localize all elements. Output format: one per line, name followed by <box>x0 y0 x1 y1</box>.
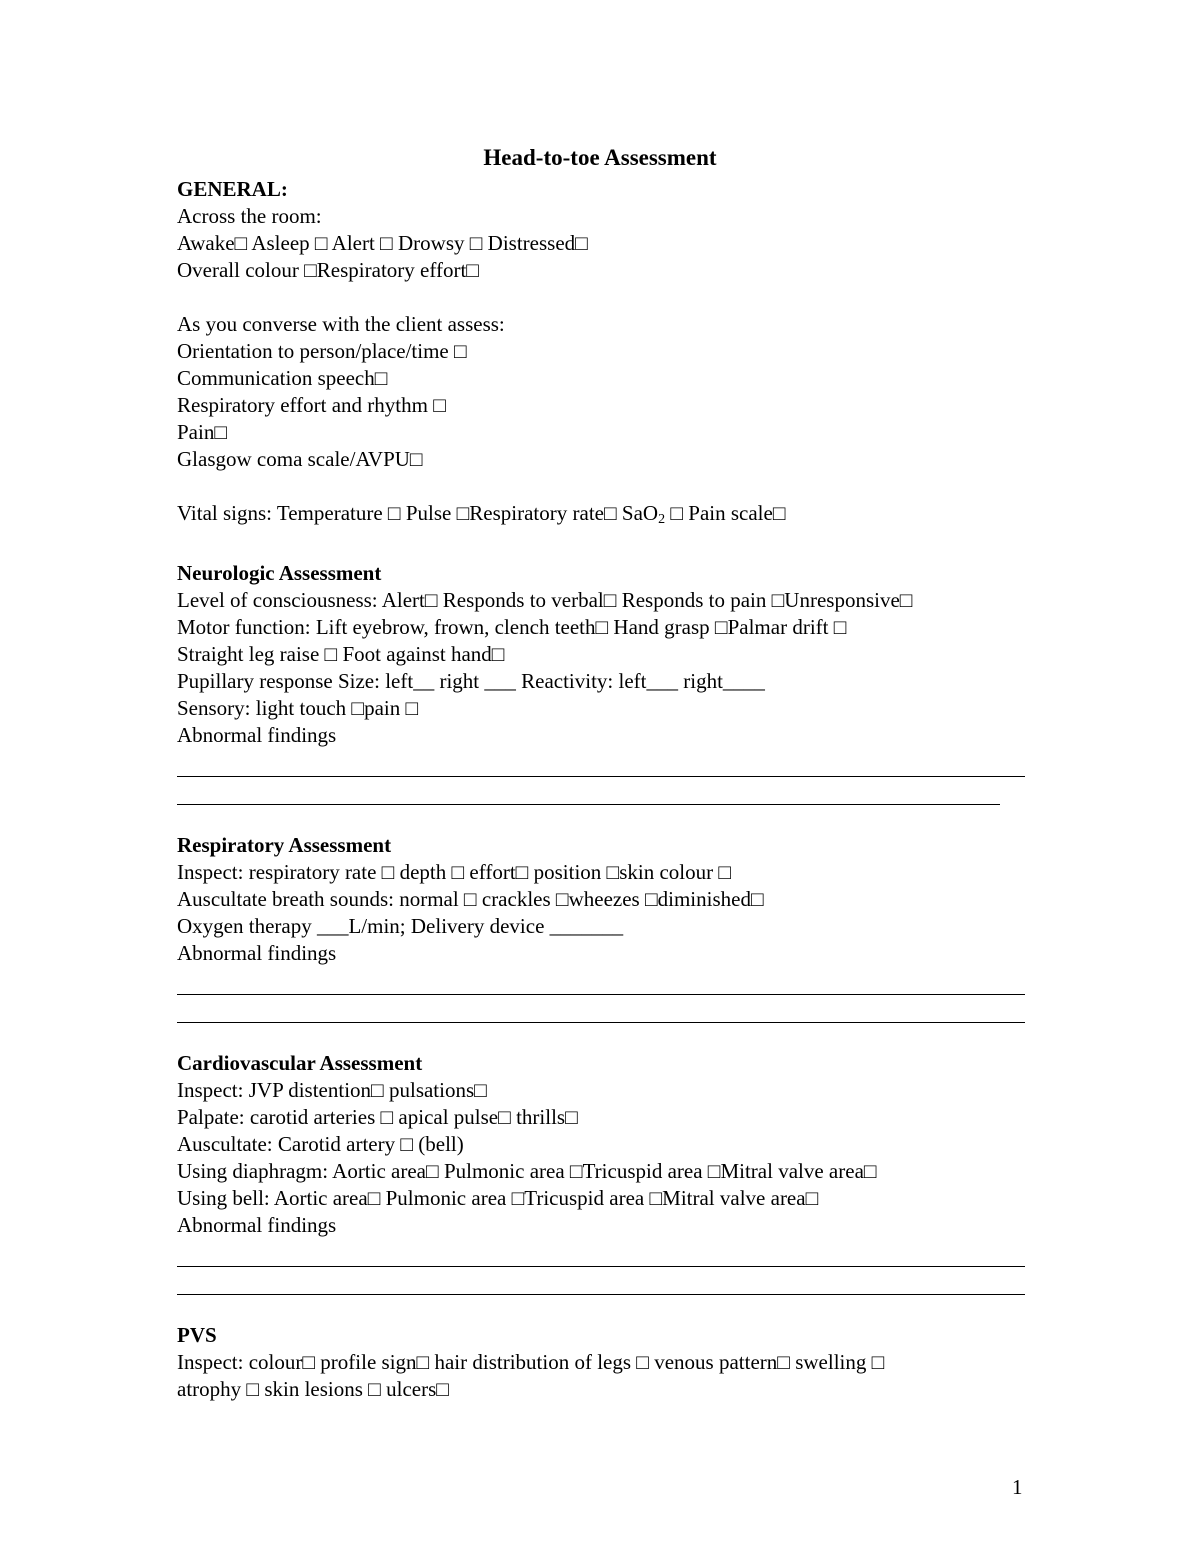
spacer <box>177 473 1027 500</box>
respiratory-line: Oxygen therapy ___L/min; Delivery device _______ <box>177 914 624 938</box>
cardiovascular-line: Auscultate: Carotid artery □ (bell) <box>177 1132 464 1156</box>
pvs-line: atrophy □ skin lesions □ ulcers□ <box>177 1377 449 1401</box>
spacer <box>177 1295 1027 1322</box>
spacer <box>177 1023 1027 1050</box>
neurologic-findings-line[interactable] <box>177 780 1000 805</box>
vital-signs-line <box>177 500 1027 533</box>
respiratory-findings-line[interactable] <box>177 998 1025 1023</box>
neurologic-line: Level of consciousness: Alert□ Responds to verbal□ Responds to pain □Unresponsive□ <box>177 588 913 612</box>
pvs-line: Inspect: colour□ profile sign□ hair distribution of legs □ venous pattern□ swelling □ <box>177 1350 885 1374</box>
converse-line: Respiratory effort and rhythm □ <box>177 393 446 417</box>
respiratory-heading: Respiratory Assessment <box>177 833 392 857</box>
neurologic-line: Pupillary response Size: left__ right ___ Reactivity: left___ right____ <box>177 669 765 693</box>
document-title: Head-to-toe Assessment <box>483 145 717 170</box>
converse-line: As you converse with the client assess: <box>177 312 505 336</box>
converse-line: Glasgow coma scale/AVPU□ <box>177 447 423 471</box>
neurologic-abnormal-findings-label: Abnormal findings <box>177 723 337 747</box>
vital-signs-text: Vital signs: Temperature □ Pulse □Respiratory rate□ SaO <box>177 501 659 525</box>
respiratory-line: Auscultate breath sounds: normal □ crackles □wheezes □diminished□ <box>177 887 764 911</box>
cardiovascular-line: Using diaphragm: Aortic area□ Pulmonic area □Tricuspid area □Mitral valve area□ <box>177 1159 877 1183</box>
cardiovascular-findings-line[interactable] <box>177 1242 1025 1267</box>
cardiovascular-abnormal-findings-label: Abnormal findings <box>177 1213 337 1237</box>
converse-line: Pain□ <box>177 420 228 444</box>
document-body <box>177 142 1027 1403</box>
page-number: 1 <box>1012 1475 1023 1499</box>
general-heading: GENERAL: <box>177 177 288 201</box>
vital-signs-text-end: □ Pain scale□ <box>665 501 786 525</box>
spacer <box>177 284 1027 311</box>
neurologic-heading: Neurologic Assessment <box>177 561 382 585</box>
spacer <box>177 533 1027 560</box>
converse-line: Communication speech□ <box>177 366 388 390</box>
neurologic-findings-line[interactable] <box>177 752 1025 777</box>
respiratory-findings-line[interactable] <box>177 970 1025 995</box>
respiratory-line: Inspect: respiratory rate □ depth □ effort□ position □skin colour □ <box>177 860 732 884</box>
neurologic-line: Straight leg raise □ Foot against hand□ <box>177 642 505 666</box>
neurologic-line: Motor function: Lift eyebrow, frown, clench teeth□ Hand grasp □Palmar drift □ <box>177 615 847 639</box>
spacer <box>177 805 1027 832</box>
general-line: Across the room: <box>177 204 322 228</box>
general-line: Awake□ Asleep □ Alert □ Drowsy □ Distressed□ <box>177 231 588 255</box>
cardiovascular-heading: Cardiovascular Assessment <box>177 1051 423 1075</box>
cardiovascular-findings-line[interactable] <box>177 1270 1025 1295</box>
cardiovascular-line: Palpate: carotid arteries □ apical pulse□ thrills□ <box>177 1105 578 1129</box>
respiratory-abnormal-findings-label: Abnormal findings <box>177 941 337 965</box>
cardiovascular-line: Using bell: Aortic area□ Pulmonic area □Tricuspid area □Mitral valve area□ <box>177 1186 819 1210</box>
pvs-heading: PVS <box>177 1323 217 1347</box>
cardiovascular-line: Inspect: JVP distention□ pulsations□ <box>177 1078 487 1102</box>
converse-line: Orientation to person/place/time □ <box>177 339 467 363</box>
neurologic-line: Sensory: light touch □pain □ <box>177 696 419 720</box>
sao2-subscript: 2 <box>658 512 666 527</box>
general-line: Overall colour □Respiratory effort□ <box>177 258 479 282</box>
